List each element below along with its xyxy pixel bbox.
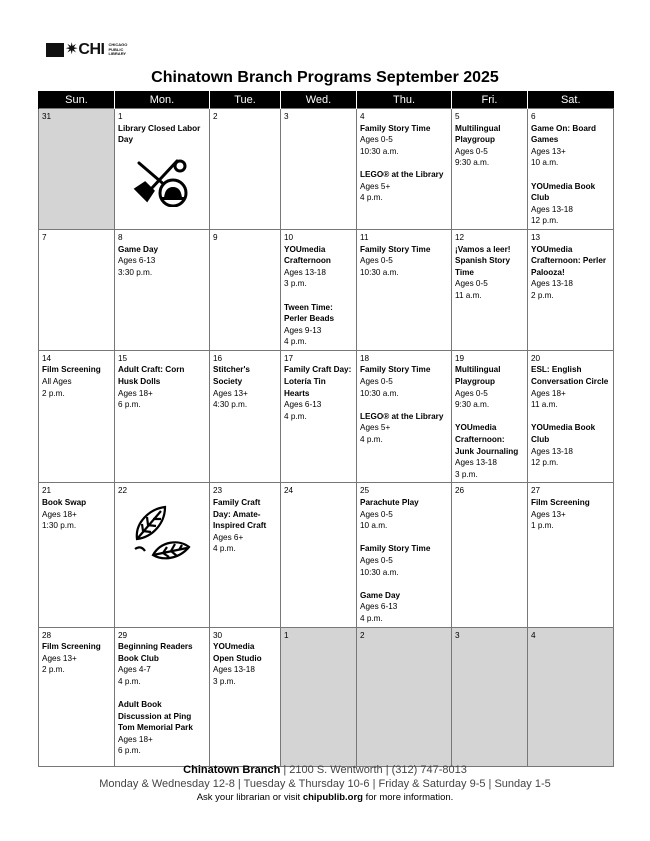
calendar-day-cell bbox=[452, 109, 528, 230]
event-detail: Ages 13-18 bbox=[284, 267, 326, 277]
weekday-header: Sun. bbox=[39, 91, 115, 109]
event-detail: 10 a.m. bbox=[360, 521, 388, 531]
calendar-day-cell bbox=[210, 229, 281, 350]
event bbox=[360, 244, 448, 279]
event-detail: 4 p.m. bbox=[213, 544, 236, 554]
event-detail: 6 p.m. bbox=[118, 400, 141, 410]
weekday-header: Sat. bbox=[528, 91, 614, 109]
calendar-day-cell bbox=[39, 627, 115, 766]
event bbox=[455, 422, 524, 480]
calendar-day-cell bbox=[452, 483, 528, 627]
event-detail: Ages 0-5 bbox=[360, 135, 393, 145]
library-logo bbox=[46, 40, 146, 60]
logo-line: LIBRARY bbox=[108, 51, 127, 57]
event bbox=[455, 123, 524, 169]
event-title: Family Craft Day: Lotería Tin Hearts bbox=[284, 365, 352, 398]
event-title: Film Screening bbox=[42, 642, 101, 652]
day-number: 3 bbox=[455, 630, 460, 640]
calendar-day-cell bbox=[210, 627, 281, 766]
calendar-day-cell bbox=[115, 483, 210, 627]
event-detail: 4 p.m. bbox=[360, 193, 383, 203]
event bbox=[118, 123, 206, 146]
calendar-day-cell bbox=[115, 109, 210, 230]
day-number: 4 bbox=[360, 112, 365, 121]
calendar-day-cell bbox=[528, 627, 614, 766]
star-icon: ✷ bbox=[65, 41, 79, 58]
event bbox=[284, 244, 353, 290]
event bbox=[42, 641, 111, 676]
day-number: 2 bbox=[213, 112, 218, 121]
event-detail: 4 p.m. bbox=[284, 411, 307, 421]
event-detail: Ages 13+ bbox=[531, 146, 566, 156]
event-title: YOUmedia Open Studio bbox=[213, 642, 262, 663]
event bbox=[360, 411, 448, 446]
event-title: Game Day bbox=[360, 590, 401, 600]
event-detail: 11 a.m. bbox=[455, 290, 482, 300]
event-title: Multilingual Playgroup bbox=[455, 365, 501, 387]
event-detail: Ages 6-13 bbox=[118, 256, 156, 266]
logo-square bbox=[46, 43, 64, 57]
calendar-week-row bbox=[39, 350, 614, 483]
calendar-day-cell bbox=[281, 627, 357, 766]
calendar-day-cell bbox=[357, 350, 452, 483]
event bbox=[531, 422, 610, 468]
event-detail: 6 p.m. bbox=[118, 746, 141, 756]
event-detail: Ages 0-5 bbox=[360, 256, 393, 266]
event-detail: Ages 6+ bbox=[213, 532, 244, 542]
event-title: YOUmedia Crafternoon: Perler Palooza! bbox=[531, 244, 607, 277]
event-title: Adult Book Discussion at Ping Tom Memorial Park bbox=[118, 700, 193, 733]
event-title: YOUmedia Book Club bbox=[531, 423, 596, 445]
event-detail: Ages 18+ bbox=[531, 388, 566, 398]
event-detail: 4 p.m. bbox=[284, 337, 307, 347]
day-number: 23 bbox=[213, 486, 223, 496]
event-title: Family Story Time bbox=[360, 244, 431, 254]
event-title: Tween Time: Perler Beads bbox=[284, 302, 335, 324]
calendar-day-cell bbox=[528, 109, 614, 230]
day-number: 6 bbox=[531, 112, 536, 121]
event-detail: Ages 13+ bbox=[42, 653, 77, 663]
event-title: LEGO® at the Library bbox=[360, 169, 444, 179]
day-number: 24 bbox=[284, 486, 294, 496]
event bbox=[213, 364, 277, 410]
event-detail: 4 p.m. bbox=[360, 435, 383, 445]
event-detail: 10 a.m. bbox=[531, 158, 559, 168]
event-title: YOUmedia Crafternoon bbox=[284, 244, 331, 266]
event bbox=[284, 302, 353, 348]
event-detail: 11 a.m. bbox=[531, 400, 558, 410]
logo-line: CHICAGO bbox=[108, 42, 128, 48]
day-number: 26 bbox=[455, 486, 465, 496]
event-detail: 2 p.m. bbox=[531, 290, 554, 300]
event-detail: 4 p.m. bbox=[118, 676, 141, 686]
event-detail: 10:30 a.m. bbox=[360, 388, 399, 398]
calendar-day-cell bbox=[452, 627, 528, 766]
event-detail: Ages 13-18 bbox=[531, 204, 573, 214]
day-number: 5 bbox=[455, 112, 460, 121]
event bbox=[360, 169, 448, 204]
event-detail: Ages 13+ bbox=[213, 388, 248, 398]
day-number: 14 bbox=[42, 353, 52, 363]
calendar-day-cell bbox=[39, 350, 115, 483]
event-title: Library Closed Labor Day bbox=[118, 123, 201, 145]
event bbox=[213, 641, 277, 687]
footer-contact bbox=[0, 764, 650, 776]
calendar-day-cell bbox=[528, 483, 614, 627]
day-number: 2 bbox=[360, 630, 365, 640]
event-detail: Ages 0-5 bbox=[360, 509, 393, 519]
event-detail: Ages 0-5 bbox=[360, 377, 393, 387]
leaves-icon bbox=[131, 503, 193, 563]
event-detail: All Ages bbox=[42, 377, 72, 387]
event-detail: Ages 6-13 bbox=[284, 400, 322, 410]
calendar-day-cell bbox=[115, 350, 210, 483]
calendar-day-cell bbox=[210, 109, 281, 230]
calendar-day-cell bbox=[452, 229, 528, 350]
weekday-header: Fri. bbox=[452, 91, 528, 109]
logo-line: PUBLIC bbox=[108, 46, 124, 52]
calendar-day-cell bbox=[281, 229, 357, 350]
calendar-day-cell bbox=[281, 483, 357, 627]
event-detail: 2 p.m. bbox=[42, 665, 65, 675]
calendar-day-cell bbox=[39, 229, 115, 350]
day-number: 30 bbox=[213, 630, 223, 640]
event-title: Book Swap bbox=[42, 498, 87, 507]
event bbox=[455, 364, 524, 410]
event-detail: 10:30 a.m. bbox=[360, 567, 399, 577]
event bbox=[360, 497, 448, 532]
event bbox=[118, 364, 206, 410]
event bbox=[531, 364, 610, 410]
calendar-week-row bbox=[39, 109, 614, 230]
calendar-day-cell bbox=[528, 229, 614, 350]
footer-ask-text: Ask your librarian or visit bbox=[196, 792, 303, 803]
event-detail: 3 p.m. bbox=[455, 469, 478, 479]
day-number: 27 bbox=[531, 486, 541, 496]
logo-mark: CHI bbox=[78, 41, 105, 58]
event-detail: Ages 18+ bbox=[42, 509, 77, 519]
calendar-day-cell bbox=[281, 350, 357, 483]
day-number: 7 bbox=[42, 232, 47, 242]
event-detail: Ages 4-7 bbox=[118, 665, 151, 675]
event-detail: Ages 0-5 bbox=[455, 279, 488, 289]
event-detail: 9:30 a.m. bbox=[455, 158, 490, 168]
event bbox=[360, 364, 448, 399]
event-detail: 3 p.m. bbox=[284, 279, 307, 289]
footer-branch: Chinatown Branch bbox=[183, 764, 281, 776]
event bbox=[42, 497, 111, 532]
footer-ask-text-end: for more information. bbox=[363, 792, 454, 803]
event-detail: Ages 13+ bbox=[531, 509, 566, 519]
event bbox=[118, 641, 206, 687]
event-detail: Ages 13-18 bbox=[213, 665, 255, 675]
footer-hours: Monday & Wednesday 12-8 | Tuesday & Thursday 10-6 | Friday & Saturday 9-5 | Sunday 1-5 bbox=[99, 778, 551, 790]
calendar-day-cell bbox=[357, 229, 452, 350]
day-number: 18 bbox=[360, 353, 370, 363]
calendar-week-row bbox=[39, 627, 614, 766]
event-detail: 3 p.m. bbox=[213, 676, 236, 686]
day-number: 19 bbox=[455, 353, 465, 363]
calendar-day-cell bbox=[39, 109, 115, 230]
event bbox=[42, 364, 111, 399]
day-number: 4 bbox=[531, 630, 536, 640]
logo-subtext bbox=[108, 43, 127, 56]
event-detail: Ages 18+ bbox=[118, 734, 153, 744]
footer-address: | 2100 S. Wentworth | (312) 747-8013 bbox=[280, 764, 467, 776]
event-title: Stitcher's Society bbox=[213, 365, 250, 387]
day-number: 31 bbox=[42, 112, 52, 121]
event-detail: Ages 5+ bbox=[360, 181, 391, 191]
event bbox=[531, 123, 610, 169]
event bbox=[531, 244, 610, 302]
calendar-table bbox=[38, 91, 614, 767]
calendar-day-cell bbox=[210, 350, 281, 483]
event-detail: Ages 0-5 bbox=[455, 388, 488, 398]
weekday-header: Wed. bbox=[281, 91, 357, 109]
event bbox=[284, 364, 353, 422]
calendar-day-cell bbox=[528, 350, 614, 483]
calendar-day-cell bbox=[39, 483, 115, 627]
day-number: 17 bbox=[284, 353, 294, 363]
event-title: LEGO® at the Library bbox=[360, 411, 444, 421]
event-title: YOUmedia Crafternoon: Junk Journaling bbox=[455, 423, 519, 456]
event-detail: Ages 5+ bbox=[360, 423, 391, 433]
event-title: Film Screening bbox=[42, 365, 101, 375]
event-title: Game Day bbox=[118, 244, 159, 254]
event-detail: Ages 13-18 bbox=[531, 446, 573, 456]
event bbox=[360, 543, 448, 578]
day-number: 20 bbox=[531, 353, 541, 363]
calendar-day-cell bbox=[452, 350, 528, 483]
day-number: 8 bbox=[118, 232, 123, 242]
event-detail: 12 p.m. bbox=[531, 458, 559, 468]
event-title: Parachute Play bbox=[360, 498, 419, 507]
event-detail: 2 p.m. bbox=[42, 388, 65, 398]
day-number: 22 bbox=[118, 486, 128, 496]
day-number: 3 bbox=[284, 112, 289, 121]
event-title: YOUmedia Book Club bbox=[531, 181, 596, 203]
weekday-header-row bbox=[39, 91, 614, 109]
day-number: 25 bbox=[360, 486, 370, 496]
day-number: 1 bbox=[284, 630, 289, 640]
day-number: 12 bbox=[455, 232, 465, 242]
day-number: 13 bbox=[531, 232, 541, 242]
event-detail: Ages 6-13 bbox=[360, 602, 398, 612]
event-detail: Ages 13-18 bbox=[455, 458, 497, 468]
calendar-day-cell bbox=[357, 109, 452, 230]
event-detail: 1:30 p.m. bbox=[42, 521, 77, 531]
event bbox=[213, 497, 277, 555]
day-number: 21 bbox=[42, 486, 52, 496]
calendar-day-cell bbox=[210, 483, 281, 627]
event-detail: 12 p.m. bbox=[531, 216, 559, 226]
event-detail: 10:30 a.m. bbox=[360, 146, 399, 156]
event bbox=[360, 590, 448, 625]
event-title: ¡Vamos a leer! Spanish Story Time bbox=[455, 244, 511, 277]
event bbox=[360, 123, 448, 158]
event bbox=[455, 244, 524, 302]
day-number: 11 bbox=[360, 232, 369, 242]
weekday-header: Mon. bbox=[115, 91, 210, 109]
event-title: Family Story Time bbox=[360, 365, 431, 375]
event-title: Film Screening bbox=[531, 498, 590, 507]
day-number: 10 bbox=[284, 232, 294, 242]
event bbox=[118, 244, 206, 279]
event-detail: Ages 0-5 bbox=[455, 146, 488, 156]
event-detail: 3:30 p.m. bbox=[118, 267, 153, 277]
event-detail: 4 p.m. bbox=[360, 613, 383, 623]
footer-ask bbox=[0, 792, 650, 803]
event-detail: 10:30 a.m. bbox=[360, 267, 399, 277]
calendar-day-cell bbox=[115, 229, 210, 350]
event-title: Family Story Time bbox=[360, 544, 431, 554]
footer-website-link[interactable]: chipublib.org bbox=[302, 792, 363, 803]
event-detail: Ages 18+ bbox=[118, 388, 153, 398]
day-number: 16 bbox=[213, 353, 223, 363]
page-title: Chinatown Branch Programs September 2025 bbox=[151, 69, 499, 86]
weekday-header: Thu. bbox=[357, 91, 452, 109]
event-detail: Ages 0-5 bbox=[360, 555, 393, 565]
event-title: Family Craft Day: Amate-Inspired Craft bbox=[213, 498, 267, 531]
event-title: Beginning Readers Book Club bbox=[118, 642, 193, 663]
day-number: 9 bbox=[213, 232, 218, 242]
weekday-header: Tue. bbox=[210, 91, 281, 109]
day-number: 15 bbox=[118, 353, 128, 363]
event-title: Multilingual Playgroup bbox=[455, 123, 501, 145]
calendar-day-cell bbox=[357, 627, 452, 766]
event-detail: 1 p.m. bbox=[531, 521, 554, 531]
calendar-day-cell bbox=[281, 109, 357, 230]
event-detail: 4:30 p.m. bbox=[213, 400, 248, 410]
event bbox=[118, 699, 206, 757]
tools-hardhat-icon bbox=[131, 157, 193, 207]
event-detail: Ages 9-13 bbox=[284, 325, 322, 335]
day-number: 1 bbox=[118, 112, 123, 121]
event-detail: 9:30 a.m. bbox=[455, 400, 490, 410]
event bbox=[531, 497, 610, 532]
day-number: 29 bbox=[118, 630, 128, 640]
event-title: Adult Craft: Corn Husk Dolls bbox=[118, 365, 185, 387]
event-detail: Ages 13-18 bbox=[531, 279, 573, 289]
calendar-week-row bbox=[39, 229, 614, 350]
event-title: Game On: Board Games bbox=[531, 123, 597, 145]
event-title: ESL: English Conversation Circle bbox=[531, 365, 609, 387]
calendar-day-cell bbox=[115, 627, 210, 766]
calendar-day-cell bbox=[357, 483, 452, 627]
event-title: Family Story Time bbox=[360, 123, 431, 133]
calendar-week-row bbox=[39, 483, 614, 627]
day-number: 28 bbox=[42, 630, 52, 640]
event bbox=[531, 181, 610, 227]
